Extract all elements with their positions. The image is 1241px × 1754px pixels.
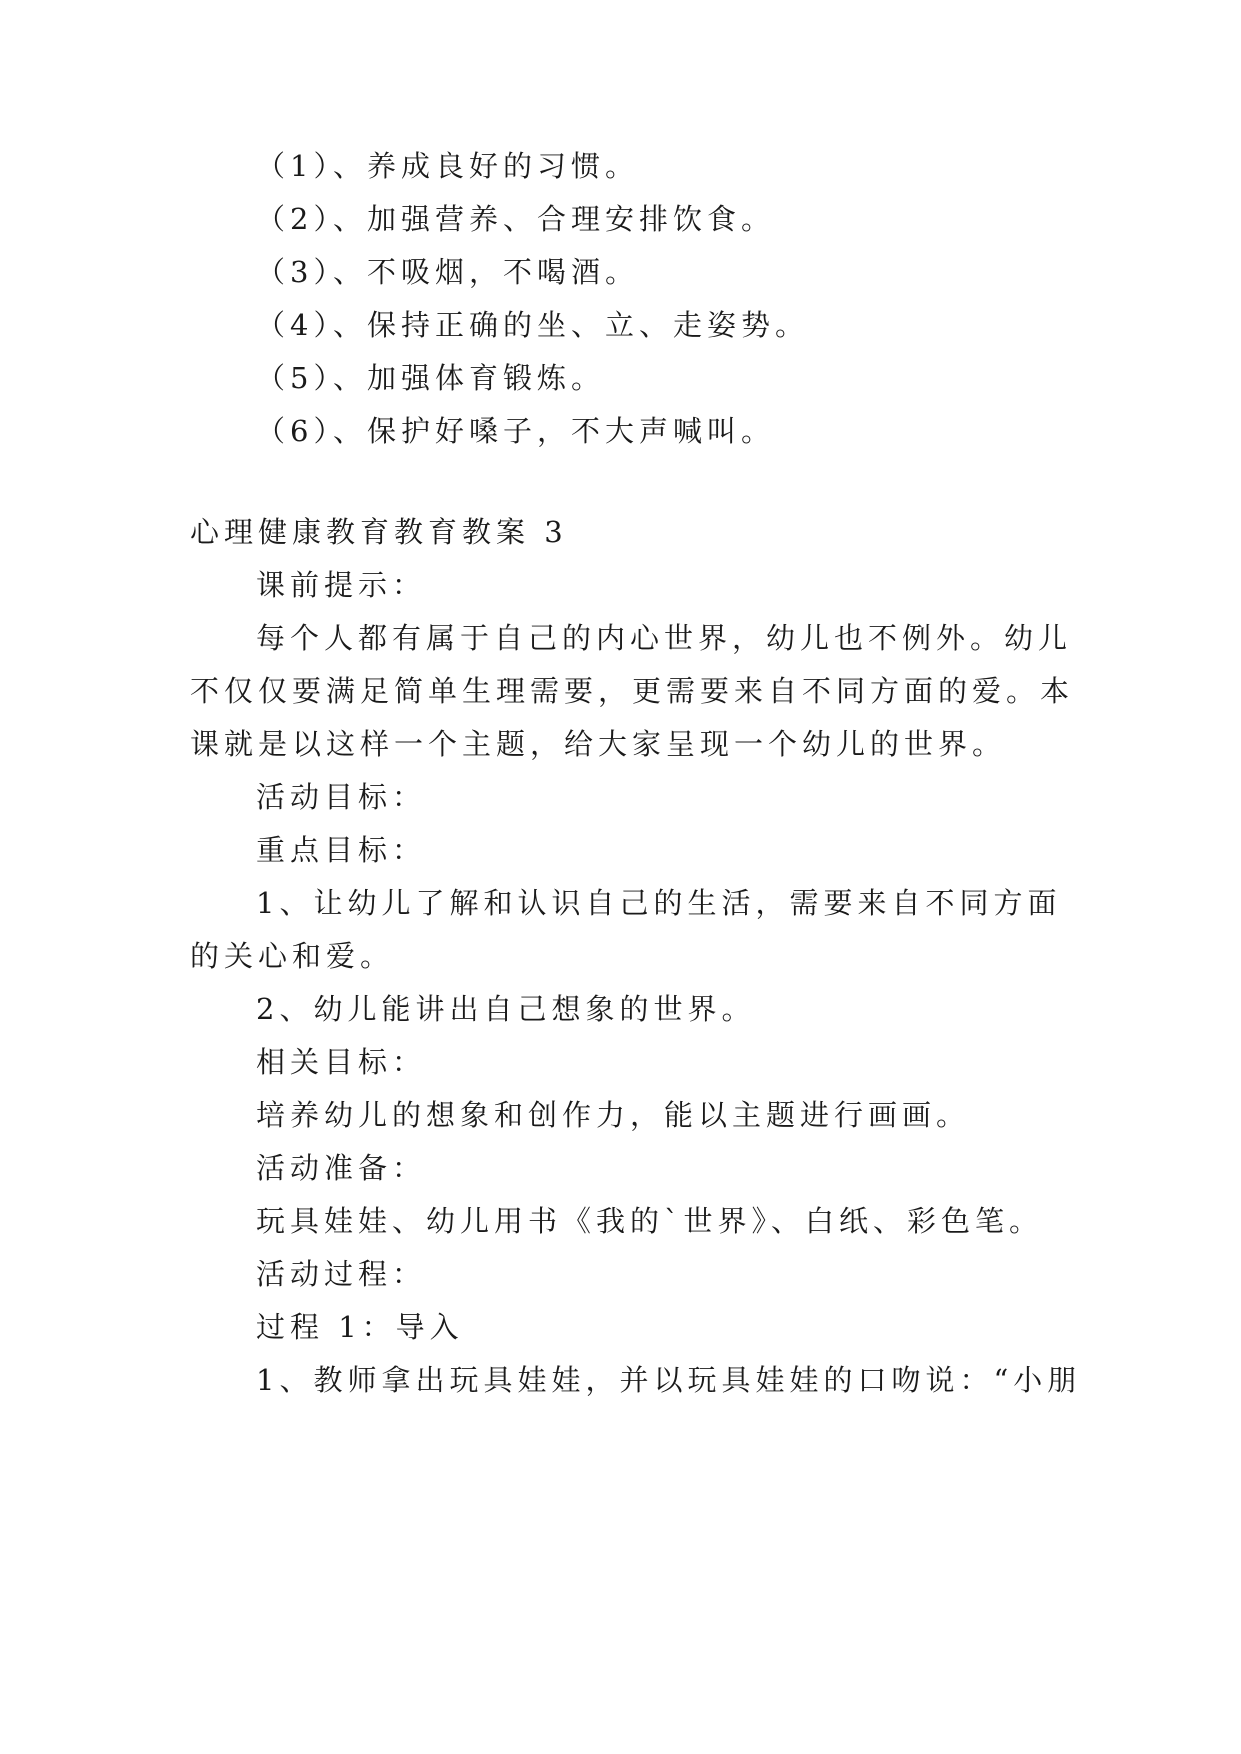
section-title: 心理健康教育教育教案 3 — [190, 515, 568, 549]
goal-1-line-1: 1、让幼儿了解和认识自己的生活，需要来自不同方面 — [256, 886, 1062, 920]
related-goal-text: 培养幼儿的想象和创作力，能以主题进行画画。 — [256, 1098, 971, 1132]
intro-line-3: 课就是以这样一个主题，给大家呈现一个幼儿的世界。 — [190, 727, 1007, 761]
goal-2: 2、幼儿能讲出自己想象的世界。 — [256, 992, 756, 1026]
list-item-4: （4）、保持正确的坐、立、走姿势。 — [256, 308, 809, 342]
preparation-label: 活动准备： — [256, 1151, 427, 1185]
related-goals-label: 相关目标： — [256, 1045, 427, 1079]
list-item-3: （3）、不吸烟，不喝酒。 — [256, 255, 639, 289]
list-item-5: （5）、加强体育锻炼。 — [256, 361, 605, 395]
intro-line-1: 每个人都有属于自己的内心世界，幼儿也不例外。幼儿 — [256, 621, 1073, 655]
process-1-step-1: 1、教师拿出玩具娃娃，并以玩具娃娃的口吻说：“小朋 — [256, 1363, 1082, 1397]
preparation-text: 玩具娃娃、幼儿用书《我的`世界》、白纸、彩色笔。 — [256, 1204, 1044, 1238]
list-item-2: （2）、加强营养、合理安排饮食。 — [256, 202, 775, 236]
activity-goals-label: 活动目标： — [256, 780, 427, 814]
list-item-1: （1）、养成良好的习惯。 — [256, 149, 639, 183]
lesson-prompt-label: 课前提示： — [256, 568, 427, 602]
key-goals-label: 重点目标： — [256, 833, 427, 867]
intro-line-2: 不仅仅要满足简单生理需要，更需要来自不同方面的爱。本 — [190, 674, 1075, 708]
process-1-label: 过程 1：导入 — [256, 1310, 464, 1344]
list-item-6: （6）、保护好嗓子，不大声喊叫。 — [256, 414, 775, 448]
goal-1-line-2: 的关心和爱。 — [190, 939, 395, 973]
process-label: 活动过程： — [256, 1257, 427, 1291]
